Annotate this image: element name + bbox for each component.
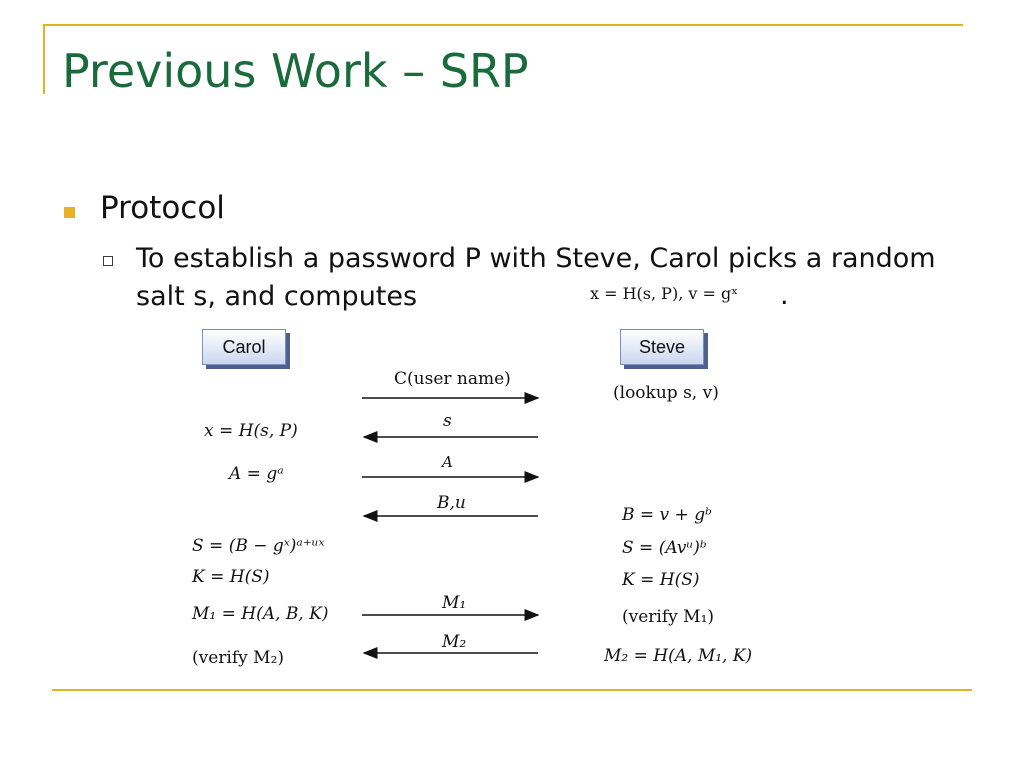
sentence-period: . — [780, 280, 789, 311]
steve-step: M₂ = H(A, M₁, K) — [604, 646, 753, 666]
steve-label: Steve — [638, 337, 686, 357]
slide-title: Previous Work – SRP — [62, 44, 529, 98]
inline-formula: x = H(s, P), v = gˣ — [590, 284, 738, 303]
message-label: B,u — [437, 493, 466, 513]
steve-step: (verify M₁) — [622, 607, 715, 627]
carol-step: A = gᵃ — [229, 464, 284, 484]
message-label: s — [443, 411, 452, 431]
steve-step: B = v + gᵇ — [622, 505, 712, 525]
message-label: C(user name) — [394, 369, 511, 389]
carol-step: (verify M₂) — [192, 648, 285, 668]
steve-step: K = H(S) — [622, 570, 700, 590]
carol-step: S = (B − gˣ)ᵃ⁺ᵘˣ — [192, 536, 325, 556]
steve-step: (lookup s, v) — [613, 383, 719, 403]
bullet-description: To establish a password P with Steve, Carol picks a random salt s, and computes — [136, 243, 936, 312]
carol-label: Carol — [222, 337, 266, 357]
carol-step: x = H(s, P) — [204, 421, 298, 441]
message-label: A — [442, 453, 453, 471]
bullet-protocol: Protocol — [100, 190, 225, 226]
message-label: M₁ — [442, 593, 467, 613]
message-label: M₂ — [442, 632, 467, 652]
carol-step: M₁ = H(A, B, K) — [192, 604, 329, 624]
carol-step: K = H(S) — [192, 567, 270, 587]
steve-step: S = (Avᵘ)ᵇ — [622, 538, 707, 558]
